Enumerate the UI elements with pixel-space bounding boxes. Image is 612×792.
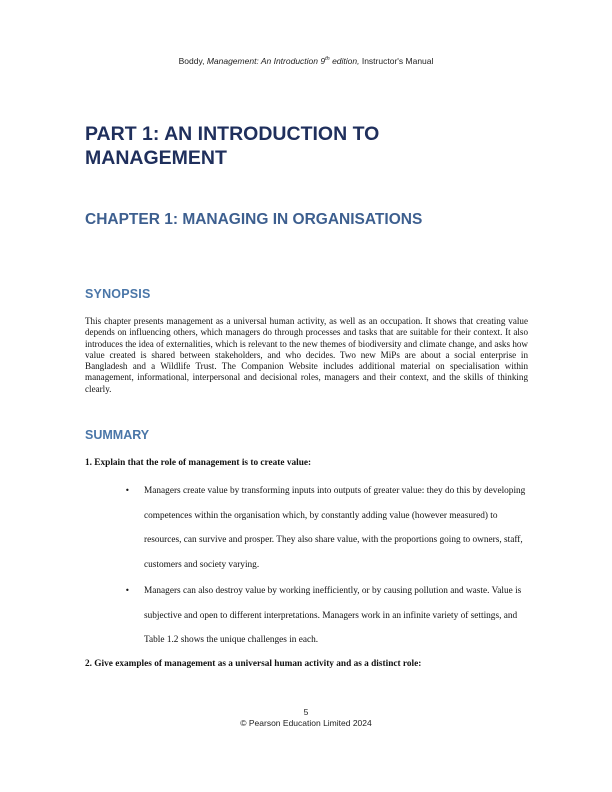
chapter-title: CHAPTER 1: MANAGING IN ORGANISATIONS: [85, 211, 423, 228]
bullet-icon: •: [125, 586, 130, 595]
header-rest: Instructor's Manual: [359, 56, 434, 66]
summary-heading: SUMMARY: [85, 428, 150, 442]
header-author: Boddy,: [178, 56, 207, 66]
part-title: PART 1: AN INTRODUCTION TO MANAGEMENT: [85, 123, 380, 169]
copyright-notice: © Pearson Education Limited 2024: [240, 718, 372, 728]
running-header: [0, 56, 612, 66]
summary-bullet-text: Managers create value by transforming inputs into outputs of greater value: they do this by developing competences within the organisation which, by constantly adding value (however measured) to resources, can survive and prosper. They also share value, with the proportions going to owners, staff, customers and society varying.: [144, 486, 526, 570]
bullet-icon: •: [125, 486, 130, 495]
synopsis-heading: SYNOPSIS: [85, 287, 151, 301]
summary-question-2: 2. Give examples of management as a universal human activity and as a distinct role:: [85, 659, 422, 669]
summary-bullet-text: Managers can also destroy value by working inefficiently, or by causing pollution and waste. Value is subjective and open to different interpretations. Managers work in an infinite variety of settings, and Table 1.2 shows the unique challenges in each.: [144, 586, 522, 646]
page-number: 5: [303, 707, 309, 717]
header-book-title: Management: An Introduction 9th edition,: [206, 56, 360, 66]
summary-question-1: 1. Explain that the role of management is to create value:: [85, 458, 312, 468]
header-edition-superscript: th: [325, 56, 330, 63]
synopsis-paragraph: This chapter presents management as a universal human activity, as well as an occupation. It shows that creating value depends on influencing others, which managers do through processes and tasks that are suitable for their context. It also introduces the idea of externalities, which is relevant to the new themes of biodiversity and climate change, and asks how value created is shared between stakeholders, and who decides. Two new MiPs are about a social enterprise in Bangladesh and a Wildlife Trust. The Companion Website includes additional material on specialisation within management, informational, interpersonal and decisional roles, managers and their context, and the skills of thinking clearly.: [85, 316, 528, 394]
